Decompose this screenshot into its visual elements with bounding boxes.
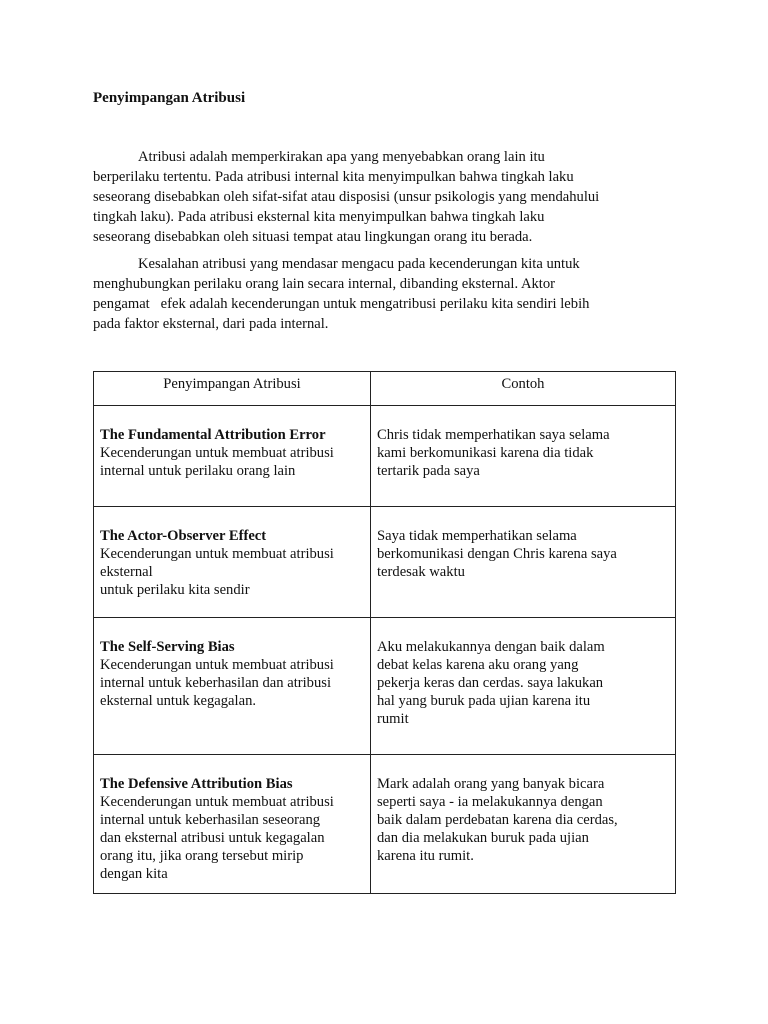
bias-description-line: dengan kita (100, 866, 168, 882)
paragraph-line: menghubungkan perilaku orang lain secara internal, dibanding eksternal. Aktor (93, 276, 555, 292)
paragraph-line: seseorang disebabkan oleh situasi tempat atau lingkungan orang itu berada. (93, 229, 533, 245)
example-line: Aku melakukannya dengan baik dalam (377, 639, 605, 655)
table-row (94, 755, 676, 894)
table-row (94, 406, 676, 507)
bias-description-line: Kecenderungan untuk membuat atribusi (100, 794, 334, 810)
bias-name: The Actor-Observer Effect (100, 528, 267, 544)
bias-name: The Fundamental Attribution Error (100, 427, 326, 443)
bias-cell (94, 755, 371, 894)
paragraph-line: tingkah laku). Pada atribusi eksternal kita menyimpulkan bahwa tingkah laku (93, 209, 545, 225)
bias-description-line: dan eksternal atribusi untuk kegagalan (100, 830, 325, 846)
example-cell (371, 618, 676, 755)
page-title: Penyimpangan Atribusi (93, 90, 246, 106)
paragraph-line: Kesalahan atribusi yang mendasar mengacu pada kecenderungan kita untuk (138, 256, 580, 272)
example-line: karena itu rumit. (377, 848, 474, 864)
example-line: tertarik pada saya (377, 463, 480, 479)
bias-description-line: internal untuk keberhasilan seseorang (100, 812, 321, 828)
example-line: hal yang buruk pada ujian karena itu (377, 693, 591, 709)
column-header-example: Contoh (371, 372, 676, 406)
bias-cell (94, 406, 371, 507)
bias-description-line: untuk perilaku kita sendir (100, 582, 250, 598)
paragraph-line: seseorang disebabkan oleh sifat-sifat atau disposisi (unsur psikologis yang mendahului (93, 189, 600, 205)
example-line: debat kelas karena aku orang yang (377, 657, 579, 673)
bias-description-line: internal untuk perilaku orang lain (100, 463, 296, 479)
bias-cell (94, 507, 371, 618)
paragraph-line: pengamat efek adalah kecenderungan untuk mengatribusi perilaku kita sendiri lebih (93, 296, 590, 312)
example-line: rumit (377, 711, 409, 727)
table-header-row (94, 372, 676, 406)
table-row (94, 507, 676, 618)
paragraph-attribution-error (93, 254, 683, 334)
column-header-bias: Penyimpangan Atribusi (94, 372, 371, 406)
example-line: Mark adalah orang yang banyak bicara (377, 776, 605, 792)
bias-description-line: internal untuk keberhasilan dan atribusi (100, 675, 331, 691)
bias-description-line: orang itu, jika orang tersebut mirip (100, 848, 304, 864)
example-cell (371, 507, 676, 618)
paragraph-line: pada faktor eksternal, dari pada internal. (93, 316, 329, 332)
bias-description-line: Kecenderungan untuk membuat atribusi (100, 546, 334, 562)
example-cell (371, 406, 676, 507)
bias-name: The Defensive Attribution Bias (100, 776, 293, 792)
attribution-table (93, 371, 676, 894)
example-line: seperti saya - ia melakukannya dengan (377, 794, 603, 810)
paragraph-line: berperilaku tertentu. Pada atribusi internal kita menyimpulkan bahwa tingkah laku (93, 169, 574, 185)
paragraph-attribution-definition (93, 147, 683, 247)
example-line: dan dia melakukan buruk pada ujian (377, 830, 589, 846)
bias-description-line: Kecenderungan untuk membuat atribusi (100, 445, 334, 461)
paragraph-line: Atribusi adalah memperkirakan apa yang menyebabkan orang lain itu (138, 149, 545, 165)
bias-cell (94, 618, 371, 755)
example-line: Chris tidak memperhatikan saya selama (377, 427, 610, 443)
bias-description-line: Kecenderungan untuk membuat atribusi (100, 657, 334, 673)
bias-description-line: eksternal untuk kegagalan. (100, 693, 257, 709)
table-row (94, 618, 676, 755)
example-line: berkomunikasi dengan Chris karena saya (377, 546, 617, 562)
example-line: terdesak waktu (377, 564, 465, 580)
example-line: pekerja keras dan cerdas. saya lakukan (377, 675, 604, 691)
example-line: Saya tidak memperhatikan selama (377, 528, 577, 544)
example-line: kami berkomunikasi karena dia tidak (377, 445, 594, 461)
bias-name: The Self-Serving Bias (100, 639, 235, 655)
example-cell (371, 755, 676, 894)
bias-description-line: eksternal (100, 564, 153, 580)
example-line: baik dalam perdebatan karena dia cerdas, (377, 812, 618, 828)
